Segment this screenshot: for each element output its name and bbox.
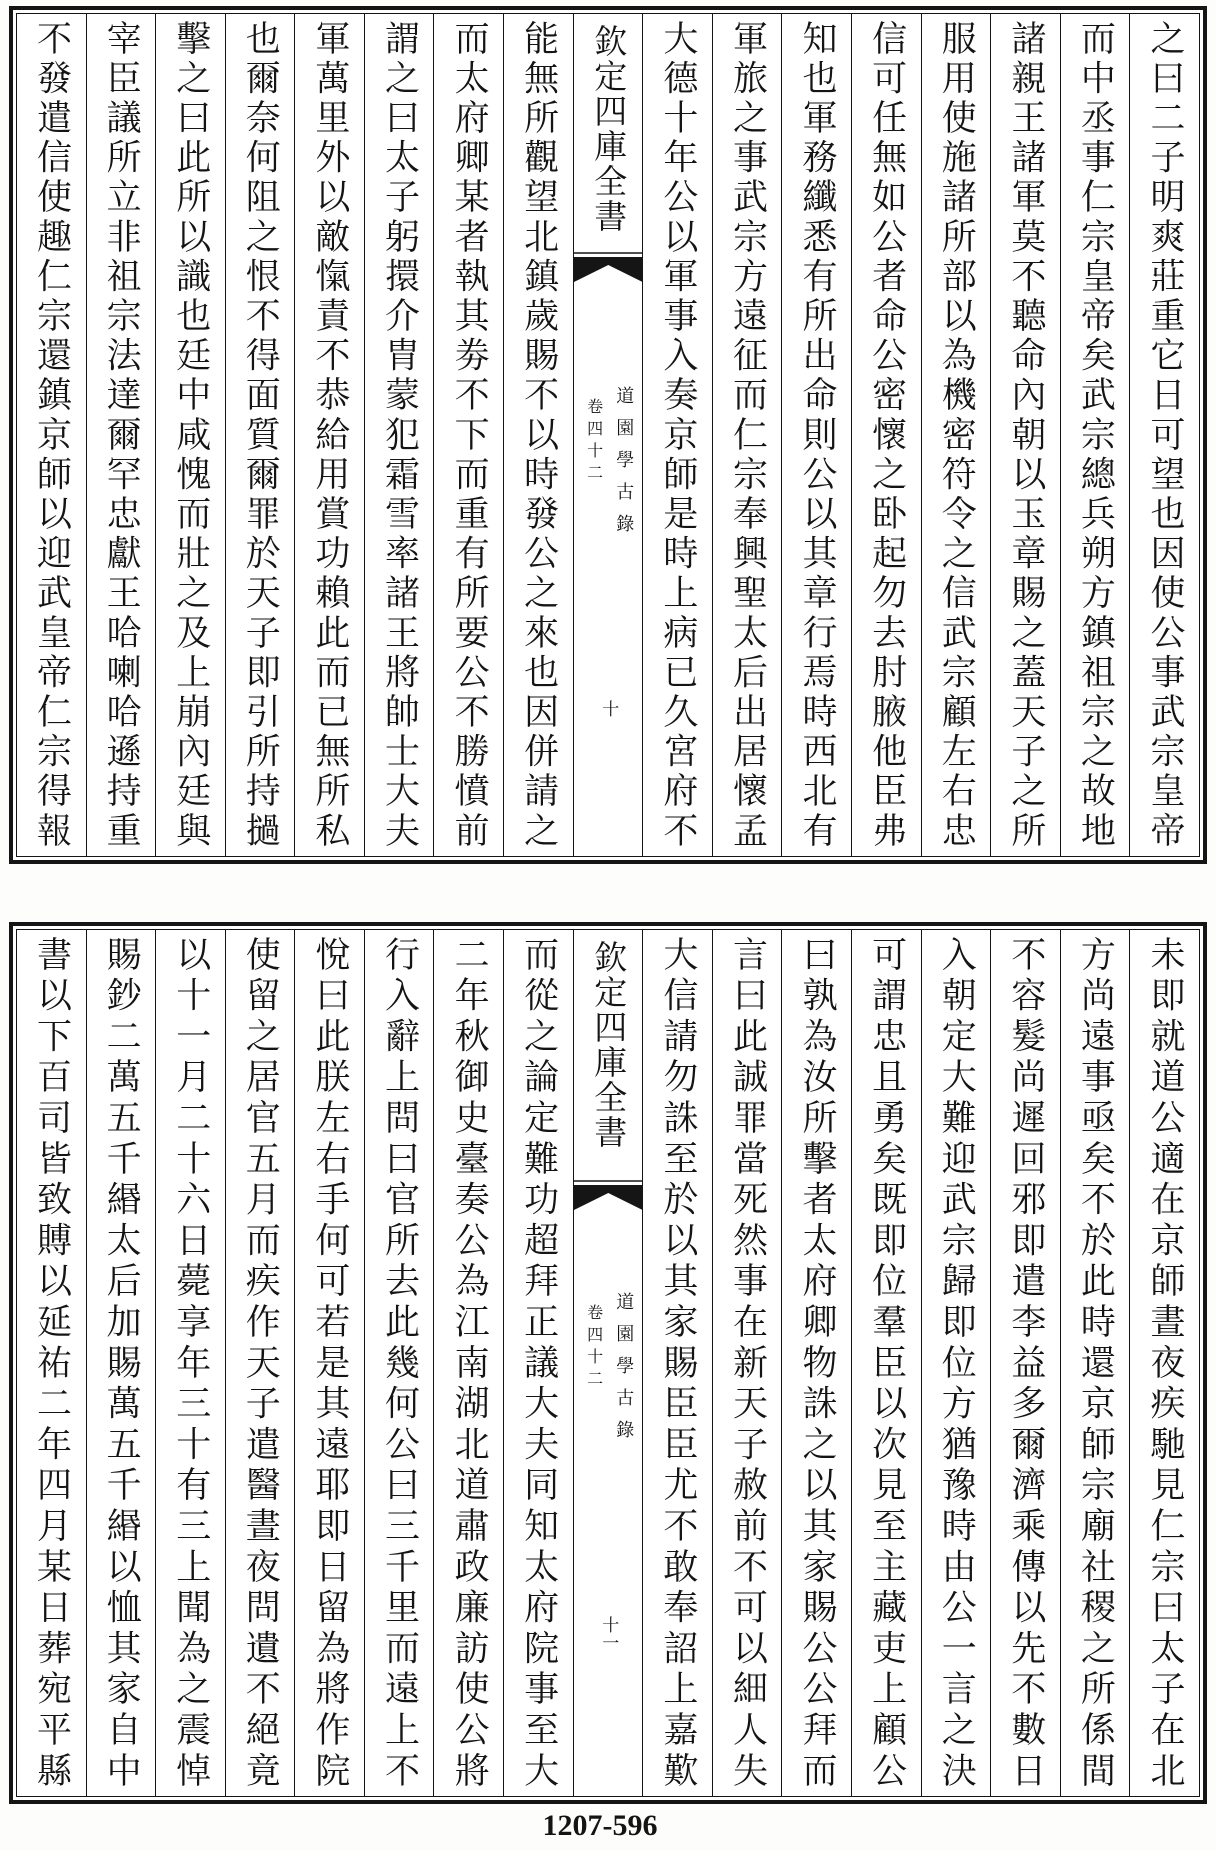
text-column: 言曰此誠罪當死然事在新天子赦前不可以細人失 [712, 930, 782, 1796]
text-column: 方尚遠事亟矣不於此時還京師宗廟社稷之所係間 [1060, 930, 1130, 1796]
fish-tail-icon [574, 252, 643, 284]
text-column: 曰孰為汝所擊者太府卿物誅之以其家賜公公拜而 [781, 930, 851, 1796]
volume-label: 卷四十二 [584, 398, 604, 486]
book-title: 道園學古錄 [613, 386, 635, 546]
text-column: 軍旅之事武宗方遠征而仁宗奉興聖太后出居懷孟 [712, 14, 782, 856]
text-column: 大德十年公以軍事入奏京師是時上病已久宮府不 [642, 14, 712, 856]
book-title: 道園學古錄 [613, 1292, 635, 1452]
text-column: 擊之曰此所以識也廷中咸愧而壯之及上崩內廷與 [155, 14, 225, 856]
center-title: 欽定四庫全書 [589, 24, 629, 234]
text-column: 使留之居官五月而疾作天子遣醫晝夜問遺不絕竟 [225, 930, 295, 1796]
page-grid [16, 13, 1200, 857]
text-column: 之曰二子明爽莊重它日可望也因使公事武宗皇帝 [1129, 14, 1199, 856]
text-column: 以十一月二十六日薨享年三十有三上聞為之震悼 [155, 930, 225, 1796]
text-column: 而從之論定難功超拜正議大夫同知太府院事至大 [503, 930, 573, 1796]
text-column: 入朝定大難迎武宗歸即位方猶豫時由公一言之決 [921, 930, 991, 1796]
text-column: 行入辭上問曰官所去此幾何公曰三千里而遠上不 [364, 930, 434, 1796]
text-column: 可謂忠且勇矣既即位羣臣以次見至主藏吏上顧公 [851, 930, 921, 1796]
text-column: 書以下百司皆致賻以延祐二年四月某日葬宛平縣 [31, 936, 72, 1790]
text-column: 知也軍務纖悉有所出命則公以其章行焉時西北有 [781, 14, 851, 856]
text-column: 悅曰此朕左右手何可若是其遠耶即日留為將作院 [294, 930, 364, 1796]
page-number: 十 [598, 700, 619, 718]
text-column: 謂之曰太子躬擐介胄蒙犯霜雪率諸王將帥士大夫 [364, 14, 434, 856]
half-page-bottom [9, 922, 1207, 1804]
text-column: 服用使施諸所部以為機密符令之信武宗顧左右忠 [921, 14, 991, 856]
text-column: 而太府卿某者執其劵不下而重有所要公不勝憤前 [433, 14, 503, 856]
center-title: 欽定四庫全書 [589, 940, 629, 1150]
text-column: 而中丞事仁宗皇帝矣武宗總兵朔方鎮祖宗之故地 [1060, 14, 1130, 856]
volume-label: 卷四十二 [584, 1304, 604, 1392]
center-column [573, 14, 643, 856]
text-column: 未即就道公適在京師晝夜疾馳見仁宗曰太子在北 [1129, 930, 1199, 1796]
text-column: 大信請勿誅至於以其家賜臣臣尤不敢奉詔上嘉歎 [642, 930, 712, 1796]
text-column: 不發遣信使趣仁宗還鎮京師以迎武皇帝仁宗得報 [31, 20, 72, 850]
footer-page-code: 1207-596 [542, 1809, 658, 1842]
text-column: 諸親王諸軍莫不聽命內朝以玉章賜之蓋天子之所 [990, 14, 1060, 856]
text-column: 賜鈔二萬五千緡太后加賜萬五千緡以恤其家自中 [86, 930, 156, 1796]
text-column: 也爾奈何阻之恨不得面質爾罪於天子即引所持撾 [225, 14, 295, 856]
fish-tail-icon [574, 1180, 643, 1212]
text-column: 宰臣議所立非祖宗法達爾罕忠獻王哈喇哈遜持重 [86, 14, 156, 856]
text-column: 信可任無如公者命公密懷之卧起勿去肘腋他臣弗 [851, 14, 921, 856]
page-number: 十一 [598, 1616, 619, 1652]
half-page-top [9, 6, 1207, 864]
page-grid [16, 929, 1200, 1797]
text-column: 軍萬里外以敵愾責不恭給用賞功賴此而已無所私 [294, 14, 364, 856]
text-column: 不容髮尚遲回邪即遣李益多爾濟乘傳以先不數日 [990, 930, 1060, 1796]
text-column: 能無所觀望北鎮歲賜不以時發公之來也因併請之 [503, 14, 573, 856]
text-column: 二年秋御史臺奏公為江南湖北道肅政廉訪使公將 [433, 930, 503, 1796]
center-column [573, 930, 643, 1796]
